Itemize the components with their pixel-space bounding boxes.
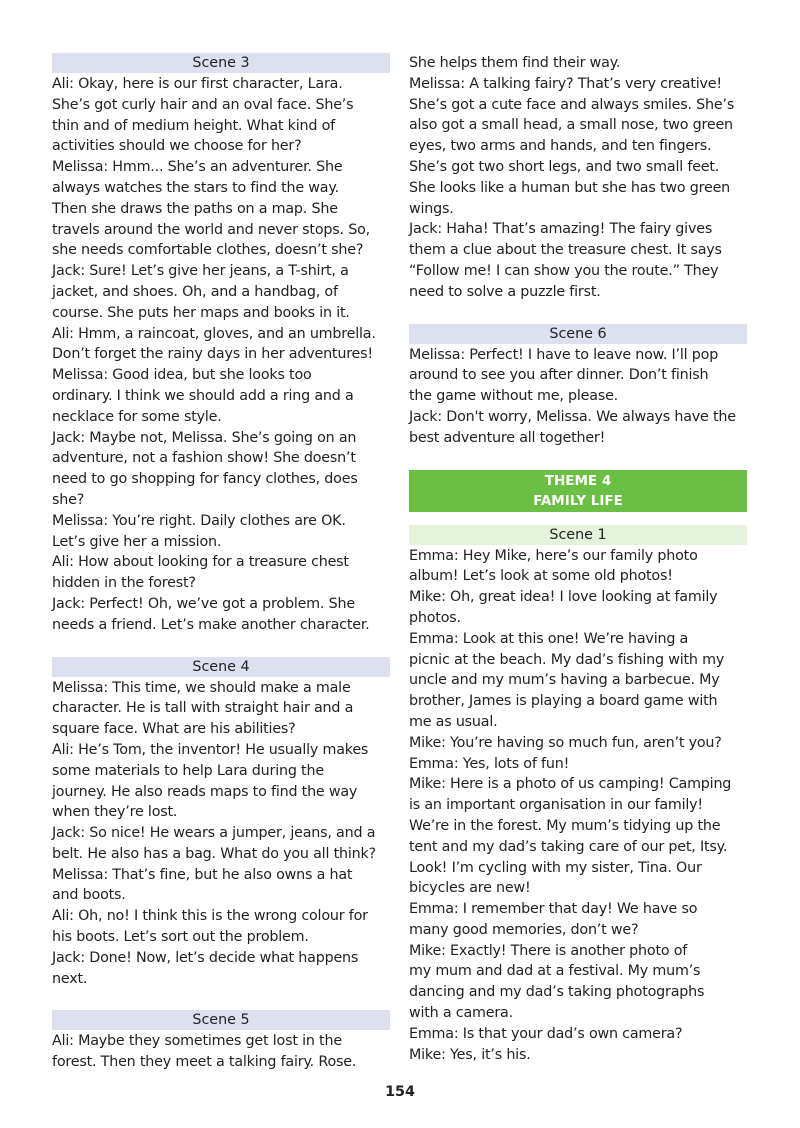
scene-5-header: Scene 5 <box>52 1010 390 1030</box>
text-line: Melissa: A talking fairy? That’s very creative! <box>409 75 722 92</box>
text-line: thin and of medium height. What kind of <box>52 117 335 134</box>
scene-6-text <box>409 345 747 449</box>
text-line: album! Let’s look at some old photos! <box>409 568 673 585</box>
text-line: Melissa: Hmm... She’s an adventurer. She <box>52 159 343 176</box>
text-line: with a camera. <box>409 1005 513 1022</box>
text-line: Emma: Look at this one! We’re having a <box>409 630 689 647</box>
text-line: brother, James is playing a board game with <box>409 693 718 710</box>
text-line: need to go shopping for fancy clothes, does <box>52 471 358 488</box>
text-line: Ali: Oh, no! I think this is the wrong colour for <box>52 908 368 925</box>
text-line: me as usual. <box>409 713 498 730</box>
text-line: Let’s give her a mission. <box>52 533 222 550</box>
text-line: hidden in the forest? <box>52 575 196 592</box>
text-line: uncle and my mum’s having a barbecue. My <box>409 672 720 689</box>
text-line: ordinary. I think we should add a ring and a <box>52 387 354 404</box>
text-line: Ali: Maybe they sometimes get lost in the <box>52 1033 342 1050</box>
text-line: belt. He also has a bag. What do you all think? <box>52 845 376 862</box>
text-line: the game without me, please. <box>409 388 619 405</box>
family-scene-1-text <box>409 546 747 1066</box>
text-line: She helps them find their way. <box>409 55 621 71</box>
text-line: need to solve a puzzle first. <box>409 283 601 300</box>
scene-3-header: Scene 3 <box>52 53 390 73</box>
text-line: course. She puts her maps and books in it. <box>52 304 350 321</box>
text-line: Mike: You’re having so much fun, aren’t you? <box>409 734 722 751</box>
text-line: She’s got curly hair and an oval face. She’s <box>52 96 354 113</box>
text-line: adventure, not a fashion show! She doesn’t <box>52 450 356 467</box>
right-column <box>409 53 747 1065</box>
family-scene-1-header: Scene 1 <box>409 525 747 545</box>
scene-4-header: Scene 4 <box>52 657 390 677</box>
text-line: needs a friend. Let’s make another character. <box>52 616 370 633</box>
text-line: Jack: Maybe not, Melissa. She’s going on an <box>52 429 357 446</box>
text-line: Melissa: Good idea, but she looks too <box>52 367 312 384</box>
text-line: some materials to help Lara during the <box>52 762 324 779</box>
text-line: Don’t forget the rainy days in her adventures! <box>52 346 373 363</box>
text-line: dancing and my dad’s taking photographs <box>409 984 705 1001</box>
text-line: eyes, two arms and hands, and ten fingers. <box>409 138 712 155</box>
text-line: when they’re lost. <box>52 804 178 821</box>
text-line: “Follow me! I can show you the route.” They <box>409 262 719 279</box>
text-line: Mike: Oh, great idea! I love looking at family <box>409 589 718 606</box>
text-line: Then she draws the paths on a map. She <box>52 200 338 217</box>
text-line: Melissa: That’s fine, but he also owns a hat <box>52 866 353 883</box>
text-line: around to see you after dinner. Don’t finish <box>409 367 709 384</box>
text-line: Jack: Perfect! Oh, we’ve got a problem. She <box>52 595 355 612</box>
text-line: Mike: Here is a photo of us camping! Camping <box>409 776 732 793</box>
text-line: Emma: Is that your dad’s own camera? <box>409 1025 683 1042</box>
text-line: Jack: Haha! That’s amazing! The fairy gives <box>409 221 713 238</box>
text-line: wings. <box>409 200 454 217</box>
scene-4-text <box>52 678 390 990</box>
theme-title: FAMILY LIFE <box>533 492 623 509</box>
text-line: Melissa: Perfect! I have to leave now. I’ll pop <box>409 346 719 363</box>
text-line: many good memories, don’t we? <box>409 921 639 938</box>
text-line: Jack: Sure! Let’s give her jeans, a T-shirt, a <box>52 263 349 280</box>
text-line: Emma: I remember that day! We have so <box>409 901 698 918</box>
scene-6-header: Scene 6 <box>409 324 747 344</box>
text-line: them a clue about the treasure chest. It says <box>409 242 722 259</box>
scene-3-text <box>52 74 390 636</box>
text-line: my mum and dad at a festival. My mum’s <box>409 963 701 980</box>
left-column <box>52 53 390 1073</box>
text-line: she? <box>52 491 85 508</box>
text-line: is an important organisation in our family! <box>409 797 703 814</box>
theme-number: THEME 4 <box>544 472 612 489</box>
text-line: She’s got two short legs, and two small feet. <box>409 158 720 175</box>
text-line: travels around the world and never stops. So, <box>52 221 370 238</box>
text-line: next. <box>52 970 88 987</box>
text-line: Jack: Don't worry, Melissa. We always have the <box>409 408 736 425</box>
text-line: jacket, and shoes. Oh, and a handbag, of <box>52 283 338 300</box>
page-number: 154 <box>385 1084 415 1100</box>
text-line: Ali: He’s Tom, the inventor! He usually makes <box>52 741 369 758</box>
text-line: activities should we choose for her? <box>52 138 302 155</box>
theme-banner <box>409 470 747 512</box>
text-line: picnic at the beach. My dad’s fishing with my <box>409 651 725 668</box>
text-line: Jack: So nice! He wears a jumper, jeans, and a <box>52 825 376 842</box>
text-line: Emma: Hey Mike, here’s our family photo <box>409 547 698 564</box>
text-line: Emma: Yes, lots of fun! <box>409 755 570 772</box>
text-line: Ali: Okay, here is our first character, Lara. <box>52 76 343 92</box>
text-line: journey. He also reads maps to find the way <box>52 783 358 800</box>
text-line: We’re in the forest. My mum’s tidying up the <box>409 817 721 834</box>
text-line: Ali: Hmm, a raincoat, gloves, and an umbrella. <box>52 325 376 342</box>
text-line: also got a small head, a small nose, two green <box>409 117 733 134</box>
text-line: Mike: Exactly! There is another photo of <box>409 942 688 959</box>
text-line: Jack: Done! Now, let’s decide what happens <box>52 949 359 966</box>
text-line: square face. What are his abilities? <box>52 721 296 738</box>
text-line: necklace for some style. <box>52 408 222 425</box>
text-line: best adventure all together! <box>409 429 606 446</box>
text-line: photos. <box>409 609 461 626</box>
text-line: Melissa: You’re right. Daily clothes are OK. <box>52 512 346 529</box>
text-line: she needs comfortable clothes, doesn’t she? <box>52 242 364 259</box>
text-line: Ali: How about looking for a treasure chest <box>52 554 349 571</box>
text-line: Mike: Yes, it’s his. <box>409 1046 531 1063</box>
text-line: She looks like a human but she has two green <box>409 179 731 196</box>
text-line: his boots. Let’s sort out the problem. <box>52 929 309 946</box>
text-line: Melissa: This time, we should make a male <box>52 679 351 696</box>
text-line: forest. Then they meet a talking fairy. Rose. <box>52 1054 357 1071</box>
text-line: She’s got a cute face and always smiles. She’s <box>409 96 735 113</box>
text-line: bicycles are new! <box>409 880 531 897</box>
text-line: tent and my dad’s taking care of our pet, Itsy. <box>409 838 728 855</box>
text-line: character. He is tall with straight hair and a <box>52 700 354 717</box>
text-line: and boots. <box>52 887 126 904</box>
text-line: always watches the stars to find the way. <box>52 179 339 196</box>
scene-5-text <box>52 1031 390 1073</box>
text-line: Look! I’m cycling with my sister, Tina. Our <box>409 859 702 876</box>
scene-5-continued-text <box>409 53 747 303</box>
